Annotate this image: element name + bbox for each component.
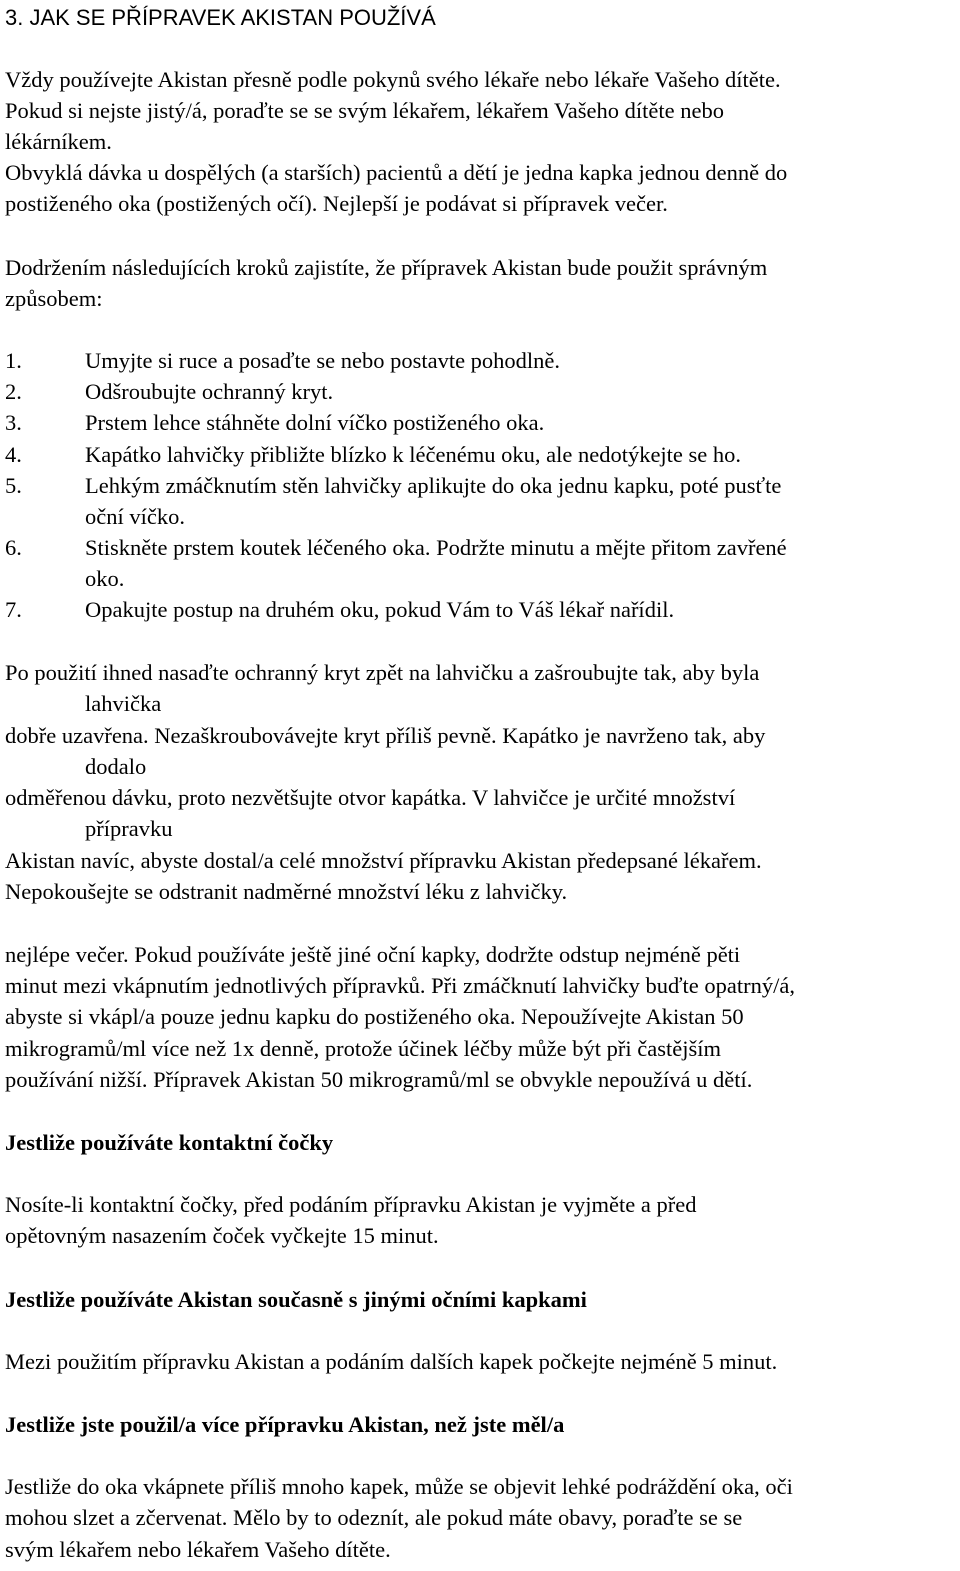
intro-line-2: Pokud si nejste jistý/á, poraďte se se svým lékařem, lékařem Vašeho dítěte nebo: [5, 98, 724, 123]
intro-line-4: Obvyklá dávka u dospělých (a starších) pacientů a dětí je jedna kapka jednou denně do: [5, 160, 788, 185]
evening-line-5: používání nižší. Přípravek Akistan 50 mikrogramů/ml se obvykle nepoužívá u dětí.: [5, 1067, 753, 1092]
after-use-line-5: odměřenou dávku, proto nezvětšujte otvor kapátka. V lahvičce je určité množství: [5, 785, 736, 810]
other-drops-line-1: Mezi použitím přípravku Akistan a podáním dalších kapek počkejte nejméně 5 minut.: [5, 1349, 778, 1374]
evening-line-1: nejlépe večer. Pokud používáte ještě jiné oční kapky, dodržte odstup nejméně pěti: [5, 942, 741, 967]
steps-intro-line-2: způsobem:: [5, 286, 103, 311]
step-text: Umyjte si ruce a posaďte se nebo postavte pohodlně.: [85, 348, 561, 373]
step-number: 6.: [5, 535, 22, 560]
step-text: Prstem lehce stáhněte dolní víčko postiženého oka.: [85, 410, 545, 435]
overdose-line-1: Jestliže do oka vkápnete příliš mnoho kapek, může se objevit lehké podráždění oka, oči: [5, 1474, 793, 1499]
after-use-line-3: dobře uzavřena. Nezaškroubovávejte kryt příliš pevně. Kapátko je navrženo tak, aby: [5, 723, 766, 748]
intro-line-5: postiženého oka (postižených očí). Nejlepší je podávat si přípravek večer.: [5, 191, 668, 216]
after-use-line-8: Nepokoušejte se odstranit nadměrné množství léku z lahvičky.: [5, 879, 568, 904]
evening-line-3: abyste si vkápl/a pouze jednu kapku do postiženého oka. Nepoužívejte Akistan 50: [5, 1004, 744, 1029]
step-text: Opakujte postup na druhém oku, pokud Vám to Váš lékař nařídil.: [85, 597, 675, 622]
step-text: Odšroubujte ochranný kryt.: [85, 379, 334, 404]
after-use-line-6: přípravku: [85, 816, 173, 841]
step-text: Kapátko lahvičky přibližte blízko k léčenému oku, ale nedotýkejte se ho.: [85, 442, 742, 467]
step-number: 5.: [5, 473, 22, 498]
other-drops-heading: Jestliže používáte Akistan současně s jinými očními kapkami: [5, 1287, 587, 1312]
step-text-continued: oko.: [85, 566, 125, 591]
after-use-line-7: Akistan navíc, abyste dostal/a celé množství přípravku Akistan předepsané lékařem.: [5, 848, 762, 873]
overdose-line-2: mohou slzet a zčervenat. Mělo by to odeznít, ale pokud máte obavy, poraďte se se: [5, 1505, 743, 1530]
step-text-continued: oční víčko.: [85, 504, 185, 529]
after-use-line-2: lahvička: [85, 691, 162, 716]
step-number: 1.: [5, 348, 22, 373]
after-use-line-4: dodalo: [85, 754, 147, 779]
evening-line-4: mikrogramů/ml více než 1x denně, protože účinek léčby může být při častějším: [5, 1036, 722, 1061]
overdose-heading: Jestliže jste použil/a více přípravku Akistan, než jste měl/a: [5, 1412, 565, 1437]
step-number: 7.: [5, 597, 22, 622]
intro-line-1: Vždy používejte Akistan přesně podle pokynů svého lékaře nebo lékaře Vašeho dítěte.: [5, 67, 781, 92]
step-number: 4.: [5, 442, 22, 467]
step-text: Lehkým zmáčknutím stěn lahvičky aplikujte do oka jednu kapku, poté pusťte: [85, 473, 782, 498]
contact-lenses-line-1: Nosíte-li kontaktní čočky, před podáním přípravku Akistan je vyjměte a před: [5, 1192, 697, 1217]
contact-lenses-heading: Jestliže používáte kontaktní čočky: [5, 1130, 334, 1155]
section-heading: 3. JAK SE PŘÍPRAVEK AKISTAN POUŽÍVÁ: [5, 5, 436, 30]
step-text: Stiskněte prstem koutek léčeného oka. Podržte minutu a mějte přitom zavřené: [85, 535, 787, 560]
step-number: 2.: [5, 379, 22, 404]
steps-intro-line-1: Dodržením následujících kroků zajistíte, že přípravek Akistan bude použit správným: [5, 255, 768, 280]
step-number: 3.: [5, 410, 22, 435]
intro-line-3: lékárníkem.: [5, 129, 112, 154]
overdose-line-3: svým lékařem nebo lékařem Vašeho dítěte.: [5, 1537, 391, 1562]
evening-line-2: minut mezi vkápnutím jednotlivých přípravků. Při zmáčknutí lahvičky buďte opatrný/á,: [5, 973, 795, 998]
after-use-line-1: Po použití ihned nasaďte ochranný kryt zpět na lahvičku a zašroubujte tak, aby byla: [5, 660, 760, 685]
contact-lenses-line-2: opětovným nasazením čoček vyčkejte 15 minut.: [5, 1223, 439, 1248]
